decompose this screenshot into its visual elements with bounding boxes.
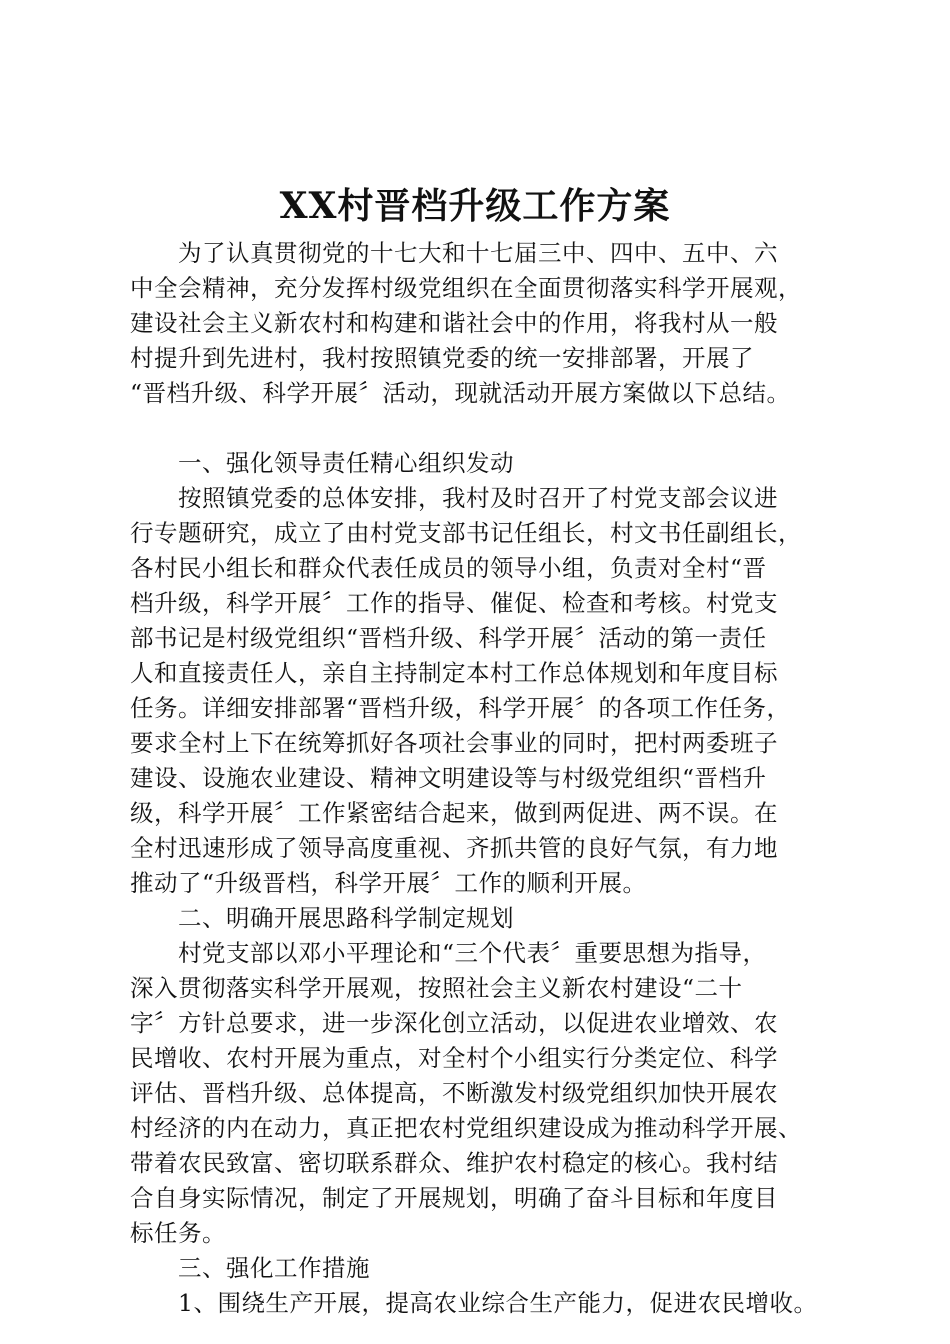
paragraph-line: 标任务。 bbox=[130, 1219, 226, 1247]
paragraph-line: 村提升到先进村，我村按照镇党委的统一安排部署，开展了 bbox=[130, 344, 754, 372]
paragraph-line: 要求全村上下在统筹抓好各项社会事业的同时，把村两委班子 bbox=[130, 729, 778, 757]
paragraph-line: 1、围绕生产开展，提高农业综合生产能力，促进农民增收。 bbox=[130, 1289, 818, 1317]
paragraph-line: 建设、设施农业建设、精神文明建设等与村级党组织“晋档升 bbox=[130, 764, 767, 792]
paragraph-line: 村经济的内在动力，真正把农村党组织建设成为推动科学开展、 bbox=[130, 1114, 802, 1142]
paragraph-line: 村党支部以邓小平理论和“三个代表〞重要思想为指导， bbox=[130, 939, 767, 967]
paragraph-line: 带着农民致富、密切联系群众、维护农村稳定的核心。我村结 bbox=[130, 1149, 778, 1177]
paragraph-line: 全村迅速形成了领导高度重视、齐抓共管的良好气氛，有力地 bbox=[130, 834, 778, 862]
document-title: XX村晋档升级工作方案 bbox=[279, 185, 671, 227]
section-heading: 三、强化工作措施 bbox=[130, 1254, 370, 1282]
section-heading: 二、明确开展思路科学制定规划 bbox=[130, 904, 514, 932]
paragraph-line: 行专题研究，成立了由村党支部书记任组长，村文书任副组长， bbox=[130, 519, 802, 547]
paragraph-line: 为了认真贯彻党的十七大和十七届三中、四中、五中、六 bbox=[130, 239, 778, 267]
paragraph-line: 建设社会主义新农村和构建和谐社会中的作用，将我村从一般 bbox=[130, 309, 778, 337]
document-body bbox=[130, 236, 830, 1321]
paragraph-line: 字〞方针总要求，进一步深化创立活动，以促进农业增效、农 bbox=[130, 1009, 778, 1037]
paragraph-line: 深入贯彻落实科学开展观，按照社会主义新农村建设“二十 bbox=[130, 974, 743, 1002]
blank-line bbox=[130, 411, 830, 446]
paragraph-line: 各村民小组长和群众代表任成员的领导小组，负责对全村“晋 bbox=[130, 554, 767, 582]
paragraph-line: 按照镇党委的总体安排，我村及时召开了村党支部会议进 bbox=[130, 484, 778, 512]
paragraph-line: 评估、晋档升级、总体提高，不断激发村级党组织加快开展农 bbox=[130, 1079, 778, 1107]
paragraph-line: 人和直接责任人，亲自主持制定本村工作总体规划和年度目标 bbox=[130, 659, 778, 687]
paragraph-line: 合自身实际情况，制定了开展规划，明确了奋斗目标和年度目 bbox=[130, 1184, 778, 1212]
paragraph-line: 档升级，科学开展〞工作的指导、催促、检查和考核。村党支 bbox=[130, 589, 778, 617]
paragraph-line: 级，科学开展〞工作紧密结合起来，做到两促进、两不误。在 bbox=[130, 799, 778, 827]
paragraph-line: 部书记是村级党组织“晋档升级、科学开展〞活动的第一责任 bbox=[130, 624, 767, 652]
paragraph-line: 任务。详细安排部署“晋档升级，科学开展〞的各项工作任务， bbox=[130, 694, 791, 722]
paragraph-line: 中全会精神，充分发挥村级党组织在全面贯彻落实科学开展观， bbox=[130, 274, 802, 302]
paragraph-line: 民增收、农村开展为重点，对全村个小组实行分类定位、科学 bbox=[130, 1044, 778, 1072]
section-heading: 一、强化领导责任精心组织发动 bbox=[130, 449, 514, 477]
paragraph-line: 推动了“升级晋档，科学开展〞工作的顺利开展。 bbox=[130, 869, 647, 897]
paragraph-line: “晋档升级、科学开展〞活动，现就活动开展方案做以下总结。 bbox=[130, 379, 791, 407]
